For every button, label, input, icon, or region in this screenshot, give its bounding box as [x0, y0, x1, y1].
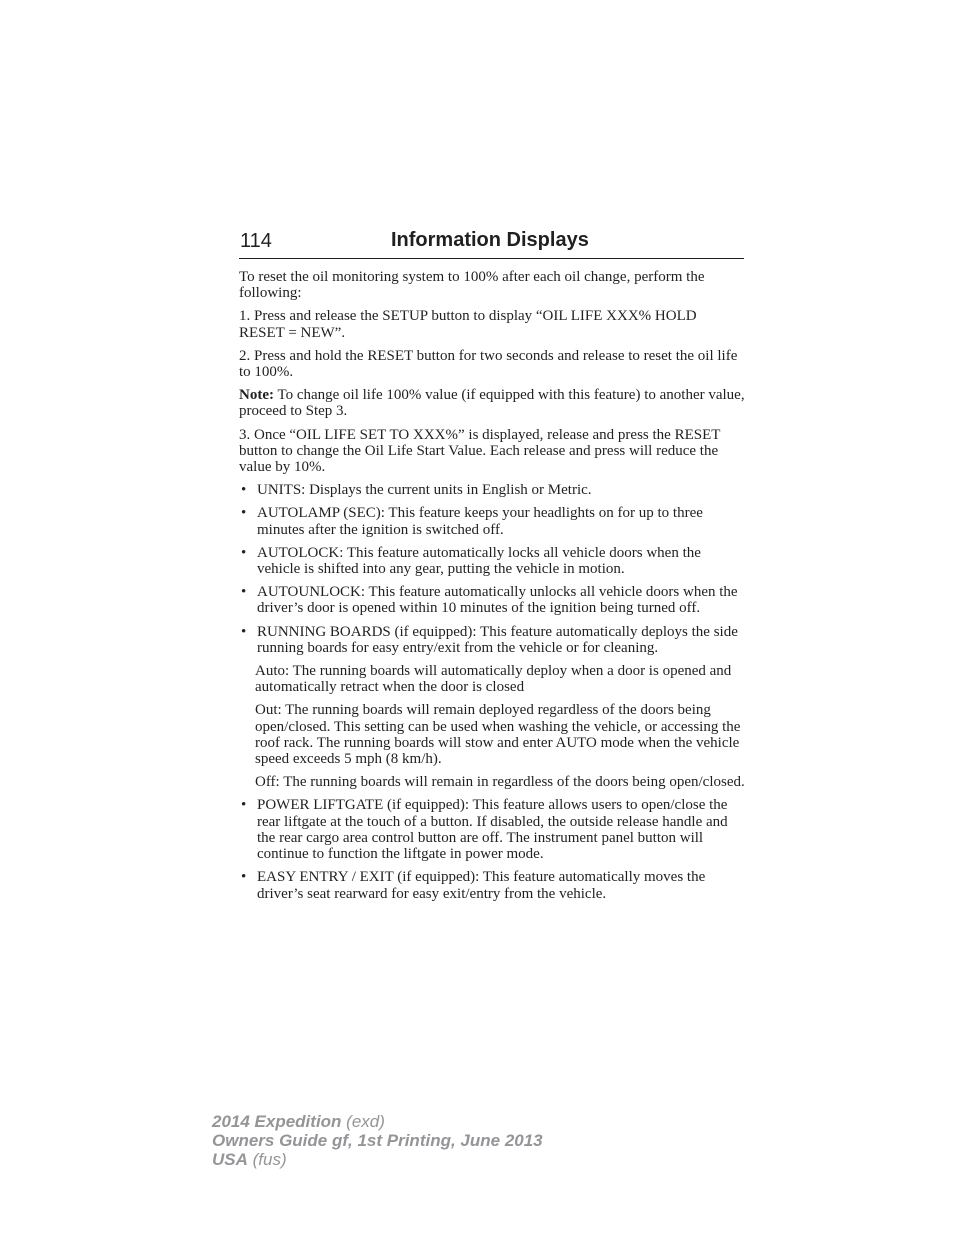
running-boards-auto: Auto: The running boards will automatically deploy when a door is opened and automatically retract when the door is closed [255, 663, 732, 696]
footer-line-2: Owners Guide gf, 1st Printing, June 2013 [212, 1131, 543, 1150]
list-item-units: • UNITS: Displays the current units in English or Metric. [241, 482, 592, 499]
list-item-easy-entry-exit: • EASY ENTRY / EXIT (if equipped): This feature automatically moves the driver’s seat rearward for easy exit/entry from the vehicle. [241, 869, 706, 902]
step-1: 1. Press and release the SETUP button to display “OIL LIFE XXX% HOLD RESET = NEW”. [239, 308, 697, 341]
running-boards-out: Out: The running boards will remain deployed regardless of the doors being open/closed. This setting can be used when washing the vehicle, or accessing the roof rack. The running boards will stow and enter AUTO mode when the vehicle speed exceeds 5 mph (8 km/h). [255, 702, 741, 768]
bullet-icon: • [241, 544, 247, 561]
bullet-icon: • [241, 505, 247, 522]
list-item-running-boards: • RUNNING BOARDS (if equipped): This feature automatically deploys the side running boards for easy entry/exit from the vehicle or for cleaning. [241, 623, 738, 656]
bullet-icon: • [241, 869, 247, 886]
page-body [239, 269, 745, 909]
bullet-icon: • [241, 584, 247, 601]
page-footer [212, 1112, 543, 1169]
footer-line-1: 2014 Expedition (exd) [212, 1112, 385, 1131]
list-item-power-liftgate: • POWER LIFTGATE (if equipped): This feature allows users to open/close the rear liftgate at the touch of a button. If disabled, the outside release handle and the rear cargo area control button are off. The instrument panel button will continue to function the liftgate in power mode. [241, 797, 728, 863]
bullet-icon: • [241, 482, 247, 499]
note-text: To change oil life 100% value (if equipped with this feature) to another value, proceed to Step 3. [239, 387, 745, 420]
bullet-icon: • [241, 797, 247, 814]
list-item-autounlock: • AUTOUNLOCK: This feature automatically unlocks all vehicle doors when the driver’s door is opened within 10 minutes of the ignition being turned off. [241, 584, 738, 617]
feature-list-b [239, 797, 745, 901]
feature-list-a [239, 482, 745, 656]
intro-paragraph: To reset the oil monitoring system to 100% after each oil change, perform the following: [239, 269, 705, 302]
page-header [239, 228, 744, 259]
note-label: Note: [239, 387, 274, 404]
running-boards-off: Off: The running boards will remain in regardless of the doors being open/closed. [255, 774, 745, 791]
note-paragraph [239, 387, 745, 419]
footer-line-3: USA (fus) [212, 1150, 287, 1169]
section-title: Information Displays [391, 229, 589, 251]
page-number: 114 [240, 230, 272, 252]
list-item-autolock: • AUTOLOCK: This feature automatically locks all vehicle doors when the vehicle is shifted into any gear, putting the vehicle in motion. [241, 544, 701, 578]
list-item-autolamp: • AUTOLAMP (SEC): This feature keeps your headlights on for up to three minutes after the ignition is switched off. [241, 505, 703, 538]
step-2: 2. Press and hold the RESET button for two seconds and release to reset the oil life to 100%. [239, 347, 738, 381]
step-3: 3. Once “OIL LIFE SET TO XXX%” is displayed, release and press the RESET button to change the Oil Life Start Value. Each release and press will reduce the value by 10%. [239, 426, 721, 476]
bullet-icon: • [241, 623, 247, 640]
